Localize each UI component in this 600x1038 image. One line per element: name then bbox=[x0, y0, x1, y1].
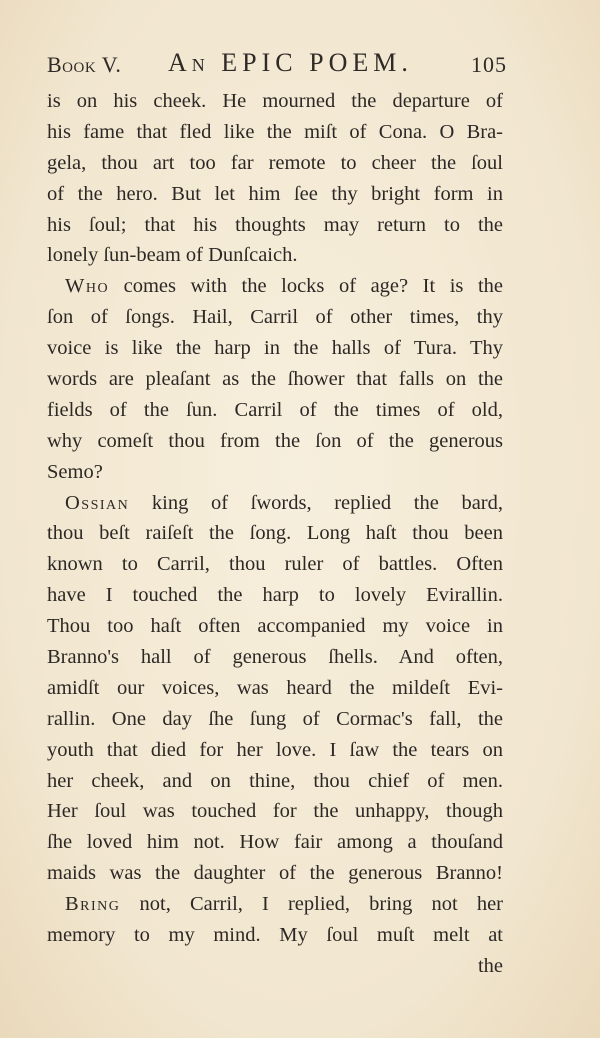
paragraph-start: Ossian king of ſwords, replied the bard, bbox=[65, 491, 503, 514]
text-line: his fame that fled like the miſt of Cona. O Bra- bbox=[47, 120, 503, 143]
text-line: is on his cheek. He mourned the departure of bbox=[47, 90, 503, 112]
running-head bbox=[47, 46, 507, 82]
body-text bbox=[47, 86, 503, 982]
page-number: 105 bbox=[471, 52, 507, 77]
text-line: lonely ſun-beam of Dunſcaich. bbox=[47, 244, 298, 267]
text-line: youth that died for her love. I ſaw the tears on bbox=[47, 738, 503, 761]
text-line: amidſt our voices, was heard the mildeſt Evi- bbox=[47, 676, 503, 699]
text-line: words are pleaſant as the ſhower that falls on the bbox=[47, 368, 503, 391]
text-line: of the hero. But let him ſee thy bright form in bbox=[47, 182, 503, 205]
text-line: Branno's hall of generous ſhells. And often, bbox=[47, 646, 503, 669]
small-caps-lead: Who bbox=[65, 275, 110, 298]
text-line: gela, thou art too far remote to cheer the ſoul bbox=[47, 151, 503, 174]
book-number: Book V. bbox=[47, 52, 122, 77]
catchword: the bbox=[477, 954, 503, 977]
text-line: his ſoul; that his thoughts may return to the bbox=[47, 213, 503, 236]
text-line: Thou too haſt often accompanied my voice in bbox=[47, 615, 503, 638]
text-line: known to Carril, thou ruler of battles. Often bbox=[47, 553, 503, 576]
text-line: ſhe loved him not. How fair among a thouſand bbox=[47, 831, 503, 854]
paragraph-start: Bring not, Carril, I replied, bring not her bbox=[65, 893, 503, 916]
small-caps-lead: Ossian bbox=[65, 491, 130, 514]
text-line: ſon of ſongs. Hail, Carril of other times, thy bbox=[47, 306, 503, 329]
paragraph-start: Who comes with the locks of age? It is the bbox=[65, 275, 503, 298]
text-line: maids was the daughter of the generous Branno! bbox=[47, 862, 503, 885]
text-line: rallin. One day ſhe ſung of Cormac's fall, the bbox=[47, 707, 503, 730]
text-line: her cheek, and on thine, thou chief of men. bbox=[47, 769, 503, 792]
text-line: memory to my mind. My ſoul muſt melt at bbox=[47, 924, 503, 947]
text-line: why comeſt thou from the ſon of the generous bbox=[47, 429, 503, 452]
text-line: have I touched the harp to lovely Evirallin. bbox=[47, 584, 503, 607]
small-caps-lead: Bring bbox=[65, 893, 121, 916]
text-line: Her ſoul was touched for the unhappy, though bbox=[47, 800, 503, 823]
text-line: Semo? bbox=[47, 460, 103, 483]
poem-title: An EPIC POEM. bbox=[168, 48, 413, 77]
text-line: voice is like the harp in the halls of Tura. Thy bbox=[47, 337, 503, 360]
text-line: fields of the ſun. Carril of the times of old, bbox=[47, 398, 503, 421]
text-line: thou beſt raiſeſt the ſong. Long haſt thou been bbox=[47, 522, 503, 545]
